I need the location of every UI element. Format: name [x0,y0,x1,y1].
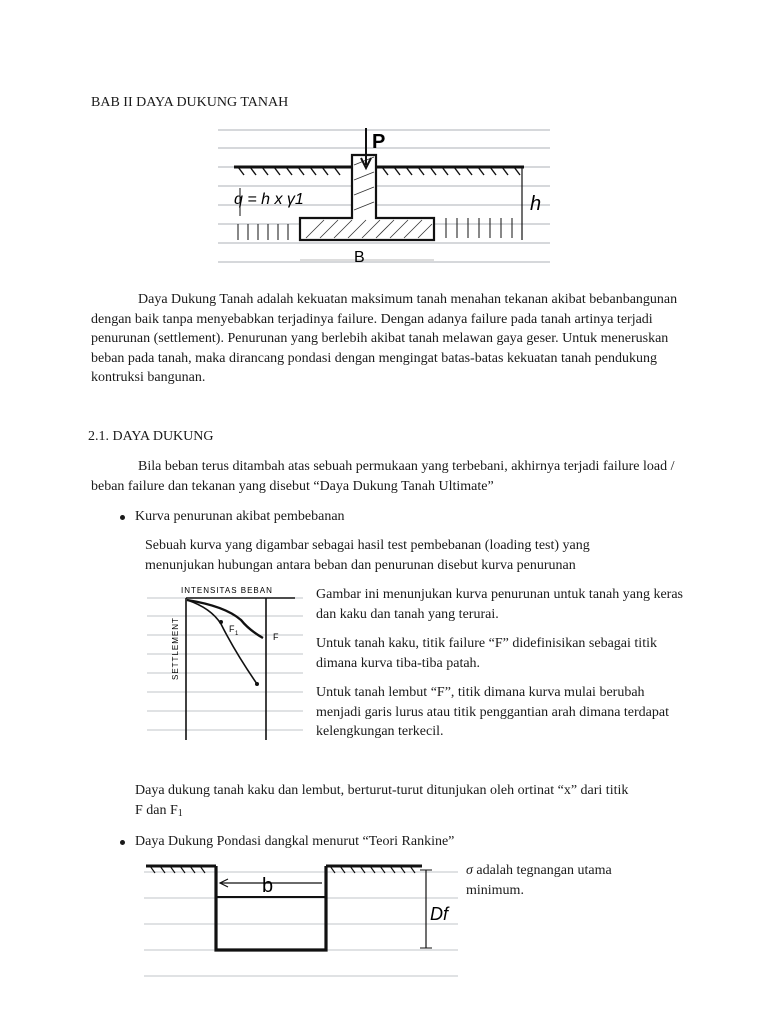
sigma-text: adalah tegnangan utama minimum. [466,863,612,898]
surcharge-arrows-right [446,218,512,238]
notebook-lines [144,872,458,976]
intro-paragraph: Daya Dukung Tanah adalah kekuatan maksimum tanah menahan tekanan akibat bebanbangunan dengan baik tanpa menyebabkan terjadinya failure. Dengan adanya failure pada tanah artinya terjadi penurunan (settlement). Penurunan yang berlebih akibat tanah melawan gaya geser. Untuk meneruskan beban pada tanah, maka dirancang pondasi dengan mengingat batas-batas kekuatan tanah pendukung kontruksi bangunan. [91,292,678,385]
depth-label: Df [430,904,448,924]
bullet-dot [120,840,125,845]
section-paragraph: Bila beban terus ditambah atas sebuah permukaan yang terbebani, akhirnya terjadi failure load / beban failure dan tekanan yang disebut “Daya Dukung Tanah Ultimate” [91,459,675,494]
ordinate-text-line2 [135,801,183,824]
width-label: B [354,249,365,266]
x-axis-label: INTENSITAS BEBAN [181,586,273,595]
point-f1-subscript: 1 [235,631,239,637]
page-heading: BAB II DAYA DUKUNG TANAH [91,95,289,110]
ordinate-subscript: 1 [177,808,183,819]
bullet-dot [120,515,125,520]
load-label: P [372,131,386,153]
curve-text-3: Untuk tanah lembut “F”, titik dimana kurva mulai berubah menjadi garis lurus atau titik penggantian arah dimana terdapat kelengkungan terkecil. [316,685,669,739]
settlement-curve-figure [145,580,307,748]
curve-text-1: Gambar ini menunjukan kurva penurunan untuk tanah yang keras dan kaku dan tanah yang terurai. [316,587,684,622]
bullet1-description: Sebuah kurva yang digambar sebagai hasil test pembebanan (loading test) yang menunjukan hubungan antara beban dan penurunan disebut kurva penurunan [145,538,590,573]
curve-text-2: Untuk tanah kaku, titik failure “F” didefinisikan sebagai titik dimana kurva tiba-tiba patah. [316,636,657,671]
width-label: b [262,875,274,897]
ordinate-text: Daya dukung tanah kaku dan lembut, berturut-turut ditunjukan oleh ortinat “x” dari titik [135,783,629,798]
footing-diagram [214,120,554,270]
sigma-symbol: σ [466,863,473,878]
section-title: 2.1. DAYA DUKUNG [88,429,214,444]
bullet-kurva-penurunan: Kurva penurunan akibat pembebanan [135,509,345,524]
curve-soft-soil [187,600,257,684]
point-f1-label: F [229,624,235,634]
surcharge-arrows-left [238,224,288,240]
ordinate-text-main: F dan F [135,803,178,818]
depth-label: h [530,193,542,215]
y-axis-label: SETTLEMENT [171,617,180,680]
sigma-note [466,861,646,900]
point-f-label: F [273,632,279,642]
point-f1 [219,620,223,624]
formula-label: q = h x γ1 [234,191,304,208]
rankine-foundation-diagram [140,858,462,982]
point-end [255,682,259,686]
bullet-teori-rankine: Daya Dukung Pondasi dangkal menurut “Teori Rankine” [135,834,455,849]
